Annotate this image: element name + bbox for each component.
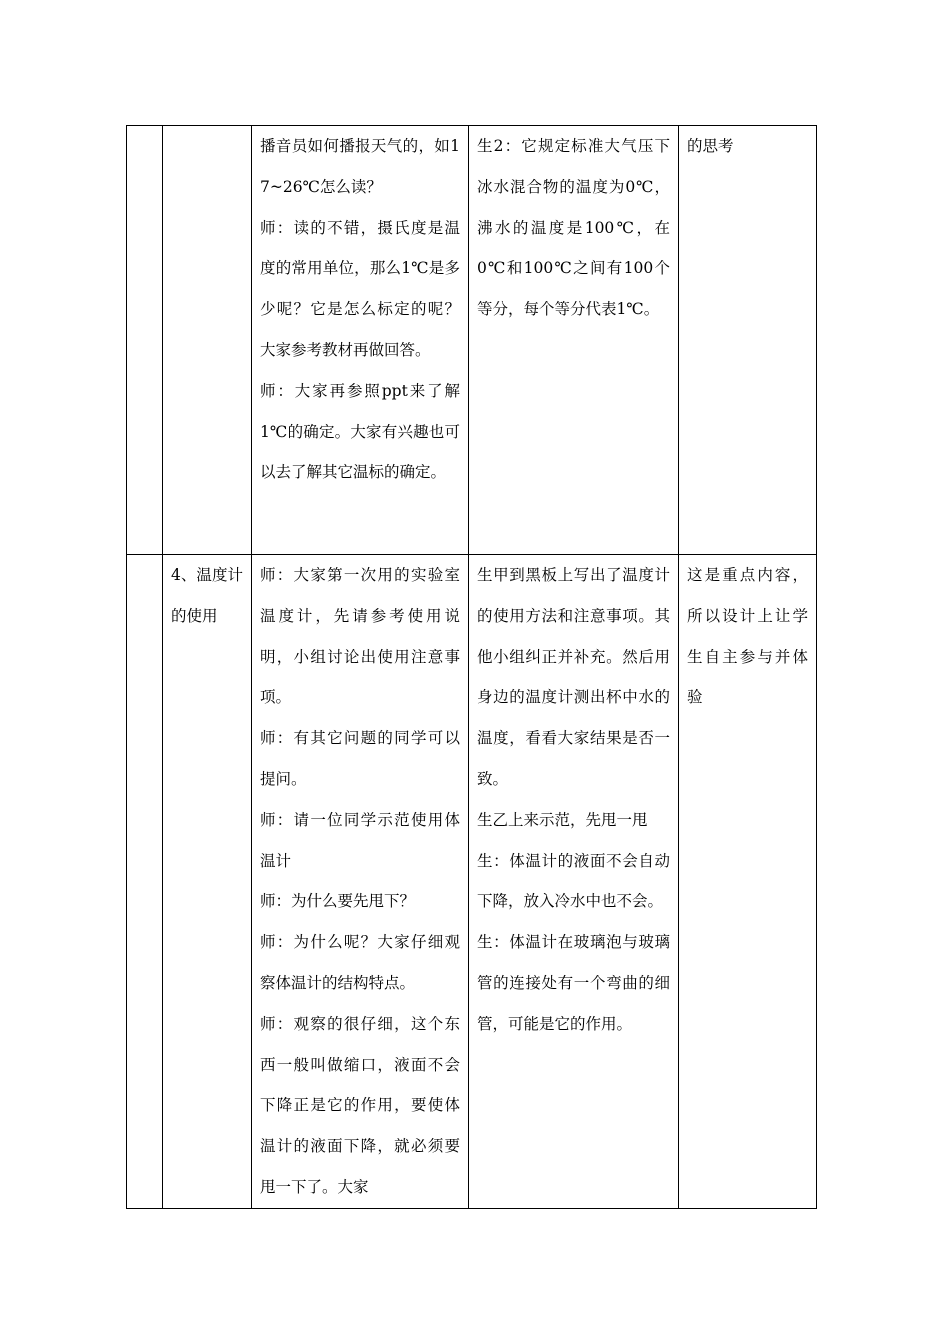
- teacher-paragraph: 师：读的不错，摄氏度是温度的常用单位，那么1℃是多少呢？它是怎么标定的呢？大家参考教材再做回答。: [260, 218, 460, 359]
- teacher-activity-cell: [252, 555, 469, 1209]
- table-row: [127, 555, 817, 1209]
- teacher-paragraph: 师：大家再参照ppt来了解1℃的确定。大家有兴趣也可以去了解其它温标的确定。: [260, 381, 460, 482]
- teacher-paragraph: 师：观察的很仔细，这个东西一般叫做缩口，液面不会下降正是它的作用，要使体温计的液面下降，就必须要甩一下了。大家: [260, 1014, 460, 1196]
- student-paragraph: 生乙上来示范，先甩一甩: [477, 810, 648, 829]
- student-activity-cell: [469, 555, 679, 1209]
- design-intent-cell: 这是重点内容，所以设计上让学生自主参与并体验: [679, 555, 817, 1209]
- blank-cell: [127, 126, 163, 555]
- teacher-activity-cell: [252, 126, 469, 555]
- section-cell: 4、温度计的使用: [163, 555, 252, 1209]
- teacher-paragraph: 师：有其它问题的同学可以提问。: [260, 729, 460, 788]
- student-paragraph: 生甲到黑板上写出了温度计的使用方法和注意事项。其他小组纠正并补充。然后用身边的温度计测出杯中水的温度，看看大家结果是否一致。: [477, 566, 670, 788]
- teacher-paragraph: 师：为什么要先甩下？: [260, 892, 416, 911]
- teacher-paragraph: 师：大家第一次用的实验室温度计，先请参考使用说明，小组讨论出使用注意事项。: [260, 566, 460, 707]
- teacher-paragraph: 师：请一位同学示范使用体温计: [260, 810, 460, 870]
- lesson-plan-table: [126, 125, 817, 1209]
- design-intent-cell: 的思考: [679, 126, 817, 555]
- student-activity-cell: [469, 126, 679, 555]
- teacher-paragraph: 播音员如何播报天气的，如17~26℃怎么读？: [260, 137, 460, 196]
- table-row: [127, 126, 817, 555]
- blank-cell: [127, 555, 163, 1209]
- teacher-paragraph: 师：为什么呢？大家仔细观察体温计的结构特点。: [260, 933, 460, 992]
- student-paragraph: 生：体温计在玻璃泡与玻璃管的连接处有一个弯曲的细管，可能是它的作用。: [477, 933, 670, 1033]
- student-paragraph: 生：体温计的液面不会自动下降，放入冷水中也不会。: [477, 851, 670, 911]
- student-paragraph: 生2：它规定标准大气压下冰水混合物的温度为0℃，沸水的温度是100℃，在0℃和100℃之间有100个等分，每个等分代表1℃。: [477, 137, 670, 319]
- section-cell: [163, 126, 252, 555]
